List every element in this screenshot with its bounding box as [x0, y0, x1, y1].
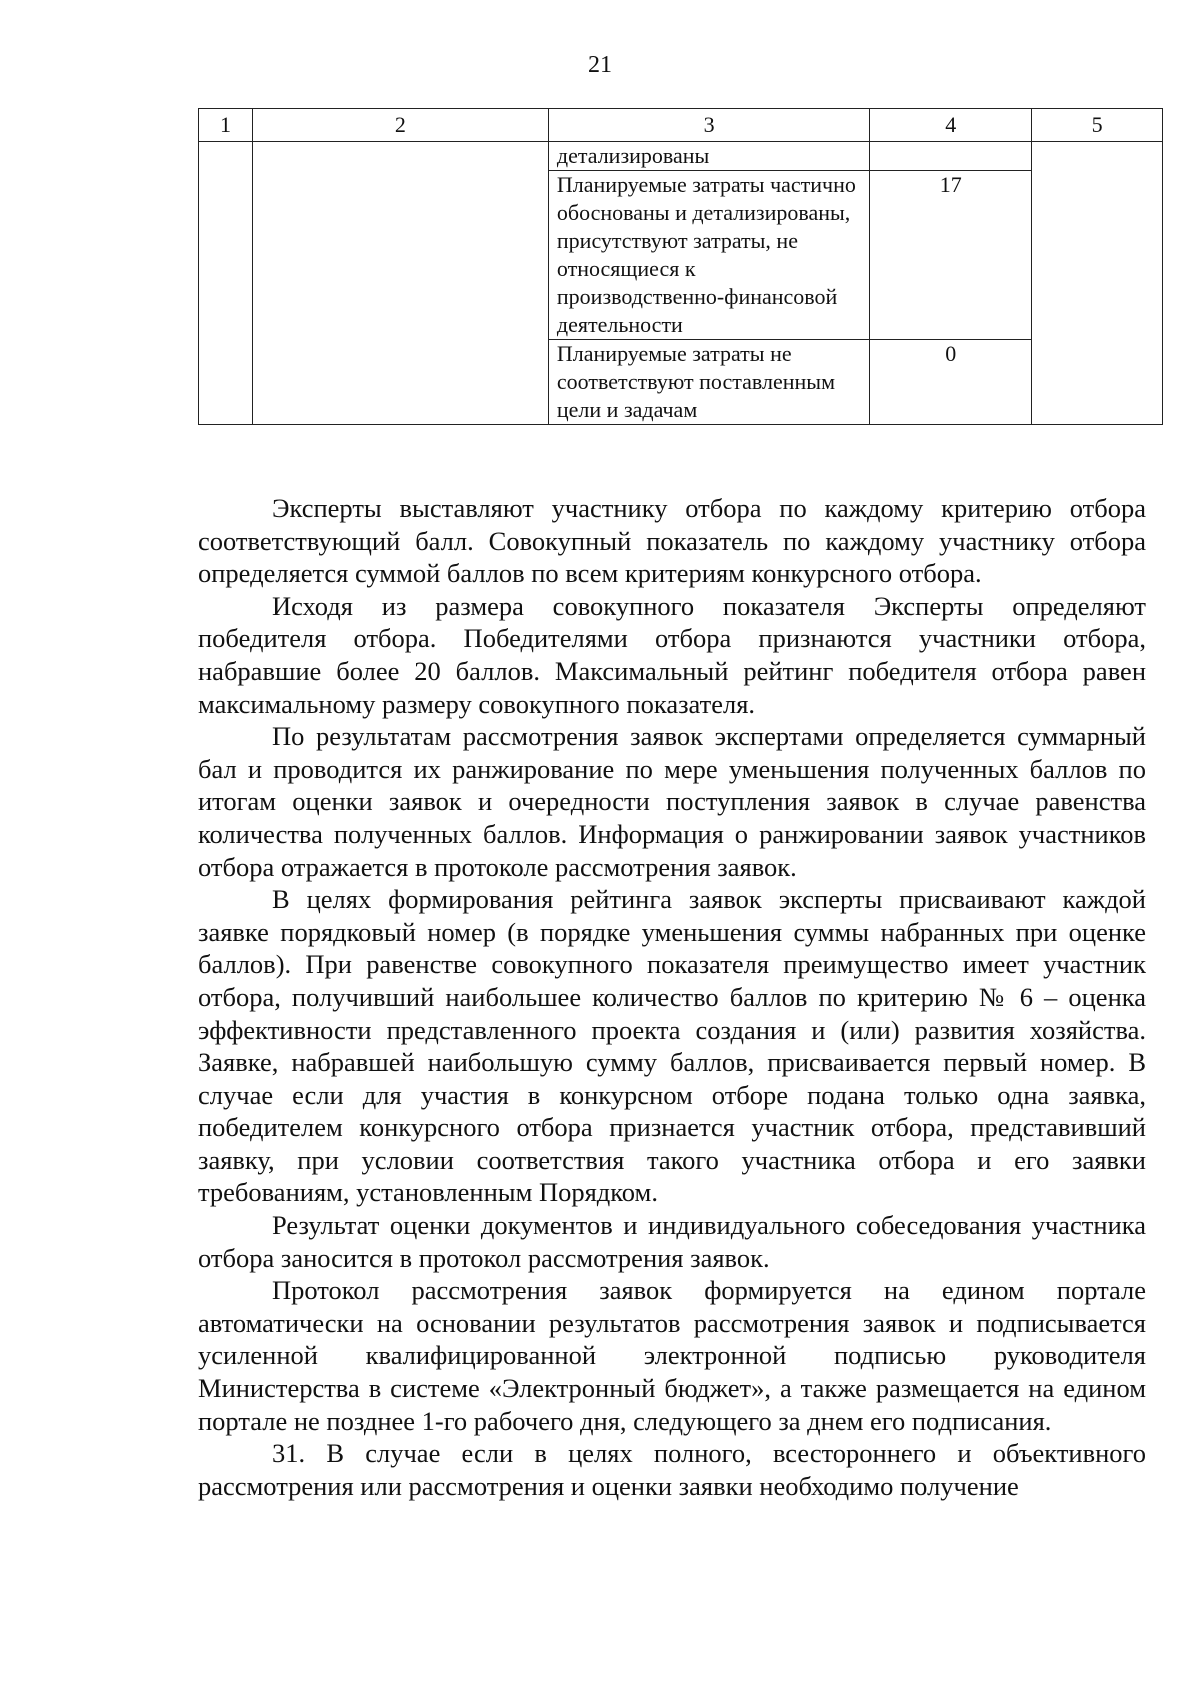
- paragraph: Эксперты выставляют участнику отбора по каждому критерию отбора соответствующий балл. Совокупный показатель по каждому участнику отбора определяется суммой баллов по всем критериям конкурсного отбора.: [198, 493, 1146, 589]
- page-number: 21: [588, 52, 612, 78]
- column-2-cell: [252, 142, 548, 425]
- column-header-4: 4: [870, 109, 1032, 142]
- criterion-cell: Планируемые затраты частично обоснованы и детализированы, присутствуют затраты, не относящиеся к производственно-финансовой деятельности: [548, 171, 869, 340]
- column-header-3: 3: [548, 109, 869, 142]
- paragraph: Протокол рассмотрения заявок формируется на едином портале автоматически на основании результатов рассмотрения заявок и подписывается усиленной квалифицированной электронной подписью руководителя Министерства в системе «Электронный бюджет», а также размещается на едином портале не позднее 1-го рабочего дня, следующего за днем его подписания.: [198, 1275, 1146, 1436]
- paragraph: Результат оценки документов и индивидуального собеседования участника отбора заносится в протокол рассмотрения заявок.: [198, 1210, 1146, 1273]
- criterion-cell: Планируемые затраты не соответствуют поставленным цели и задачам: [548, 340, 869, 425]
- paragraph: 31. В случае если в целях полного, всестороннего и объективного рассмотрения или рассмотрения и оценки заявки необходимо получение: [198, 1438, 1146, 1501]
- paragraph: По результатам рассмотрения заявок экспертами определяется суммарный бал и проводится их ранжирование по мере уменьшения полученных баллов по итогам оценки заявок и очередности поступления заявок в случае равенства количества полученных баллов. Информация о ранжировании заявок участников отбора отражается в протоколе рассмотрения заявок.: [198, 721, 1146, 882]
- column-1-cell: [199, 142, 253, 425]
- paragraph: Исходя из размера совокупного показателя Эксперты определяют победителя отбора. Победителями отбора признаются участники отбора, набравшие более 20 баллов. Максимальный рейтинг победителя отбора равен максимальному размеру совокупного показателя.: [198, 590, 1146, 719]
- table-header-row: [199, 109, 1163, 142]
- column-header-5: 5: [1032, 109, 1163, 142]
- table-row: [199, 142, 1163, 171]
- score-cell: 17: [870, 171, 1032, 340]
- score-cell: [870, 142, 1032, 171]
- score-cell: 0: [870, 340, 1032, 425]
- body-text: [198, 492, 1146, 1502]
- paragraph: В целях формирования рейтинга заявок эксперты присваивают каждой заявке порядковый номер (в порядке уменьшения суммы набранных при оценке баллов). При равенстве совокупного показателя преимущество имеет участник отбора, получивший наибольшее количество баллов по критерию № 6 – оценка эффективности представленного проекта создания и (или) развития хозяйства. Заявке, набравшей наибольшую сумму баллов, присваивается первый номер. В случае если для участия в конкурсном отборе подана только одна заявка, победителем конкурсного отбора признается участник отбора, представивший заявку, при условии соответствия такого участника отбора и его заявки требованиям, установленным Порядком.: [198, 884, 1146, 1208]
- column-5-cell: [1032, 142, 1163, 425]
- criteria-table: [198, 108, 1163, 425]
- column-header-1: 1: [199, 109, 253, 142]
- column-header-2: 2: [252, 109, 548, 142]
- criterion-cell: детализированы: [548, 142, 869, 171]
